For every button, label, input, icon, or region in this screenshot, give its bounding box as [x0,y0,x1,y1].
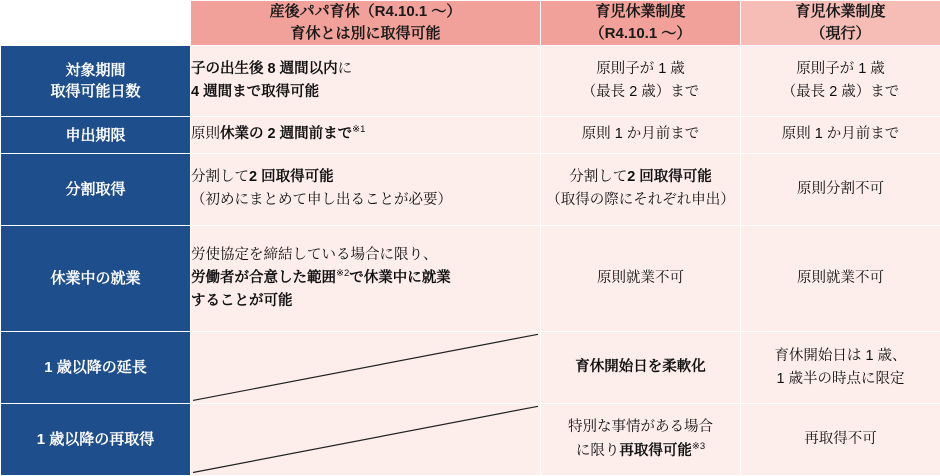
cell-line1: 原則子が 1 歳 [596,60,685,77]
header-postpartum-papa-leave [191,1,541,46]
row-label-application-deadline [1,117,191,154]
cell-line1: 原則就業不可 [597,269,684,286]
cell-line1 [541,166,740,189]
row-label-line1: 申出期限 [65,126,126,144]
diagonal-strike-icon [191,332,540,403]
cell-bold-text: 子の出生後 8 週間以内 [191,60,338,77]
cell-line1: 原則子が 1 歳 [796,60,885,77]
cell-line2: （最長 2 歳）まで [581,83,700,100]
cell-bold-text: 4 週間まで取得可能 [191,83,320,100]
header-new-line2: （R4.10.1 ～） [589,24,692,42]
cell-line1: 育休開始日は 1 歳、 [774,347,907,364]
cell-line1: 原則 1 か月前まで [581,126,700,143]
row-label-line1: 1 歳以降の延長 [44,359,147,377]
cell-bold-text: 2 回取得可能 [249,169,334,186]
cell-current-target-period [741,45,940,117]
cell-plain-text: 原則 [191,126,220,143]
cell-line1: 原則 1 か月前まで [781,126,900,143]
cell-line2 [191,81,540,104]
cell-line1 [191,58,540,81]
cell-bold-text: することが可能 [191,293,293,310]
row-label-split-acquisition [1,153,191,225]
cell-line2: （最長 2 歳）まで [781,83,900,100]
header-childcare-leave-new [541,1,741,46]
cell-bold-text: 休業の 2 週間前まで [220,126,353,143]
row-label-work-during-leave [1,225,191,332]
cell-line1 [191,166,540,189]
cell-current-application-deadline [741,117,940,154]
cell-current-split-acquisition [741,153,940,225]
cell-new-work-during-leave [541,225,741,332]
cell-current-work-during-leave [741,225,940,332]
cell-new-target-period [541,45,741,117]
cell-line1: 労使協定を締結している場合に限り、 [191,246,438,263]
cell-plain-text: に限り [575,442,620,459]
cell-new-split-acquisition [541,153,741,225]
table-header-row [1,1,940,46]
cell-new-application-deadline [541,117,741,154]
cell-line2 [191,267,540,290]
cell-papa-work-during-leave [191,225,541,332]
cell-line3 [191,290,540,313]
cell-current-extension-after-age-one [741,332,940,404]
table-row [1,45,940,117]
header-current-line2: （現行） [810,24,871,42]
diagonal-strike-icon [191,404,540,475]
cell-papa-application-deadline [191,117,541,154]
table-row [1,117,940,154]
row-label-line2: 取得可能日数 [50,82,141,100]
cell-new-reacquisition-after-age-one [541,404,741,476]
header-corner-blank [1,1,191,46]
cell-new-extension-after-age-one [541,332,741,404]
cell-line1: 再取得不可 [804,431,877,448]
header-childcare-leave-current [741,1,940,46]
cell-papa-reacquisition-not-applicable [191,404,541,476]
row-label-line1: 分割取得 [65,180,126,198]
cell-current-reacquisition-after-age-one [741,404,940,476]
header-current-line1: 育児休業制度 [795,3,886,20]
cell-plain-text: 分割して [191,169,249,186]
header-new-line1: 育児休業制度 [595,3,686,20]
cell-tail-text: に [337,60,353,77]
cell-line2 [541,440,740,463]
cell-papa-split-acquisition [191,153,541,225]
cell-line2: （初めにまとめて申し出ることが必要） [191,192,452,209]
footnote-marker: ※2 [336,268,350,280]
cell-bold-text: 労働者が合意した範囲 [191,269,336,286]
table-row [1,225,940,332]
cell-bold-text: 再取得可能 [619,442,692,459]
table-row [1,332,940,404]
cell-line2: 1 歳半の時点に限定 [776,370,905,387]
row-label-line1: 対象期間 [65,61,126,79]
footnote-marker: ※1 [352,124,366,136]
row-label-target-period [1,45,191,117]
cell-line1: 特別な事情がある場合 [568,419,713,436]
footnote-marker: ※3 [691,440,706,452]
cell-papa-extension-not-applicable [191,332,541,404]
cell-line1 [541,356,740,379]
cell-papa-target-period [191,45,541,117]
table-row [1,153,940,225]
cell-bold-text: 育休開始日を柔軟化 [575,359,706,376]
cell-bold-text: で休業中に就業 [349,269,451,286]
header-papa-line1: 産後パパ育休（R4.10.1 ～） [269,3,462,20]
row-label-reacquisition-after-age-one [1,404,191,476]
row-label-extension-after-age-one [1,332,191,404]
row-label-line1: 1 歳以降の再取得 [36,431,155,449]
cell-line1: 原則分割不可 [797,180,884,197]
cell-plain-text: 分割して [569,169,628,186]
cell-line1 [191,123,540,146]
cell-bold-text: 2 回取得可能 [627,169,712,186]
row-label-line1: 休業中の就業 [50,270,141,288]
cell-line1: 原則就業不可 [797,269,884,286]
table-row [1,404,940,476]
header-papa-line2: 育休とは別に取得可能 [290,24,441,42]
cell-line2: （取得の際にそれぞれ申出） [546,192,735,209]
